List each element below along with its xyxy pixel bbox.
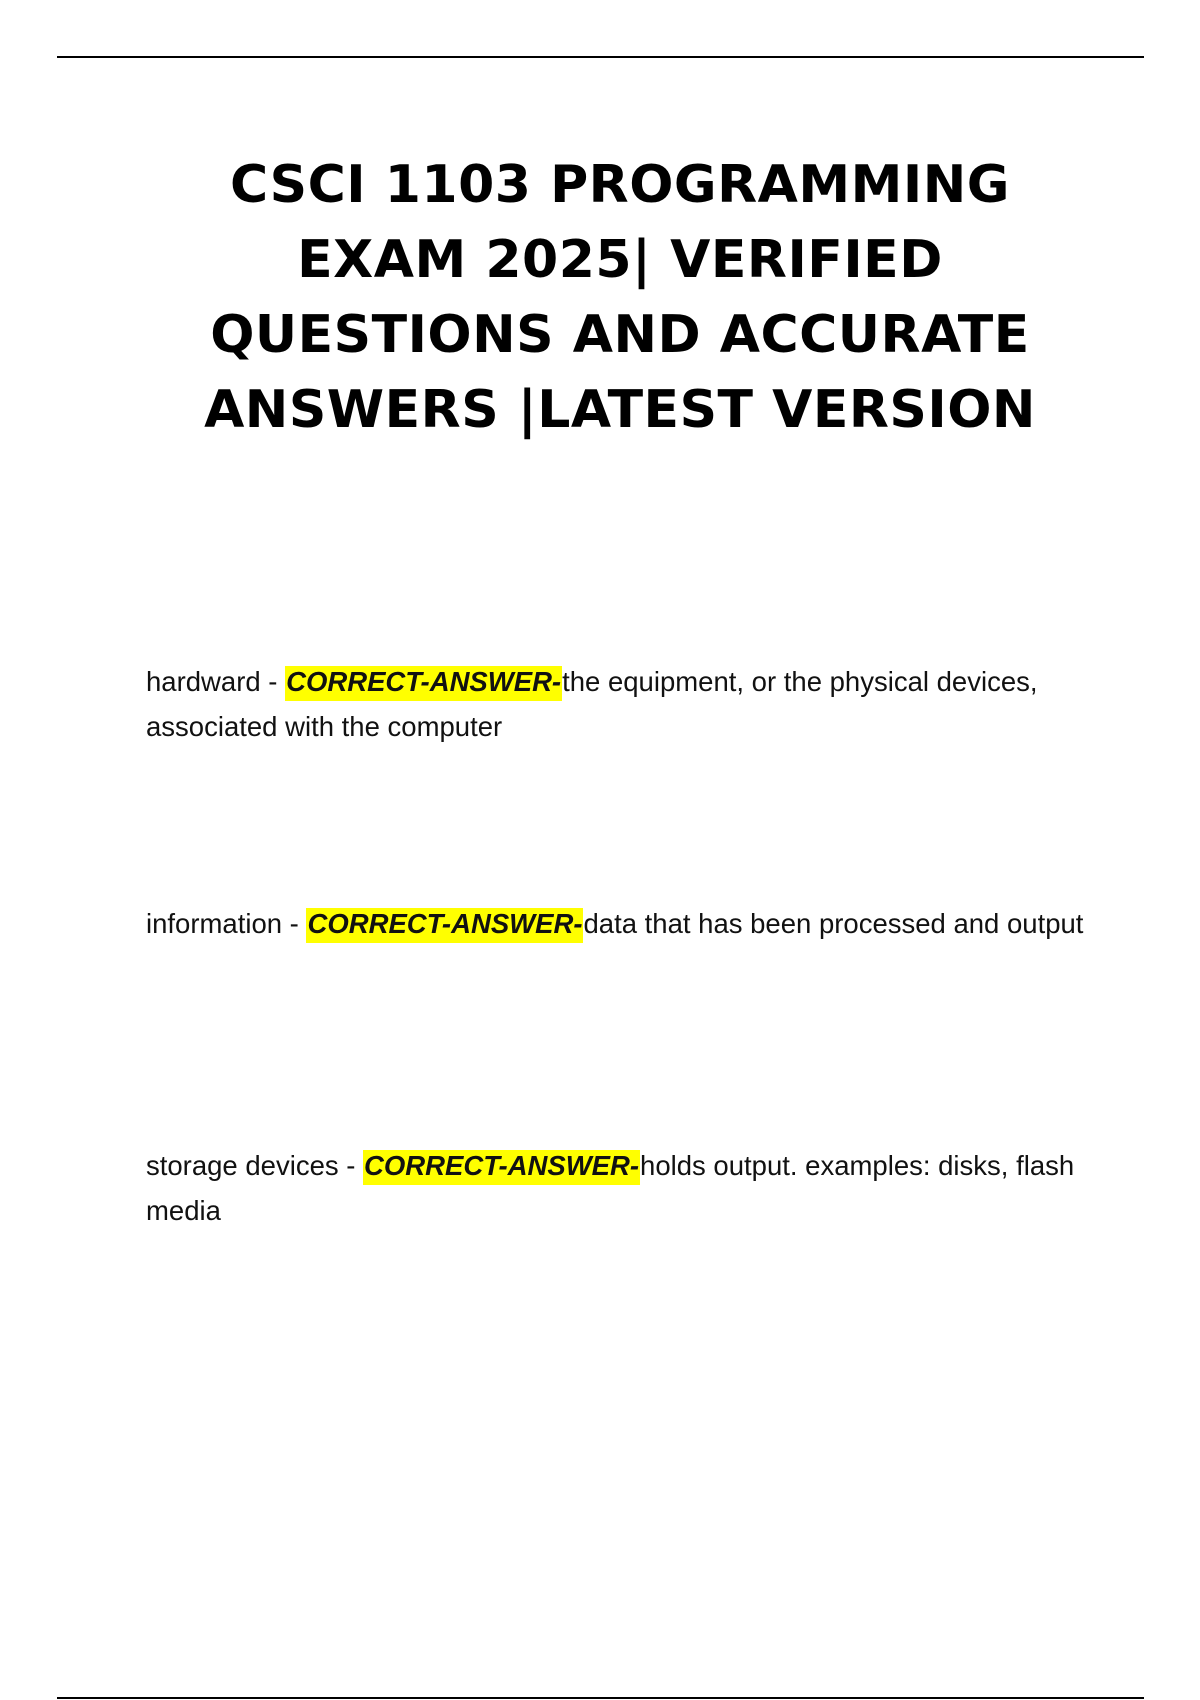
entry-definition: the equipment, or the physical devices, associated with the computer (146, 666, 1038, 742)
document-title: CSCI 1103 PROGRAMMING EXAM 2025| VERIFIED QUESTIONS AND ACCURATE ANSWERS |LATEST VERSION (204, 155, 1036, 440)
correct-answer-marker: CORRECT-ANSWER- (306, 908, 583, 943)
correct-answer-marker: CORRECT-ANSWER- (363, 1150, 640, 1185)
qa-entry (146, 659, 1106, 749)
bottom-rule (57, 1697, 1144, 1699)
qa-entry (146, 901, 1106, 946)
entry-term: information - (146, 908, 307, 939)
qa-entry (146, 1143, 1106, 1233)
entry-definition: data that has been processed and output (583, 908, 1084, 939)
entry-definition: holds output. examples: disks, flash media (146, 1150, 1075, 1226)
entry-term: storage devices - (146, 1150, 364, 1181)
entry-term: hardward - (146, 666, 286, 697)
correct-answer-marker: CORRECT-ANSWER- (285, 666, 562, 701)
top-rule (57, 56, 1144, 58)
